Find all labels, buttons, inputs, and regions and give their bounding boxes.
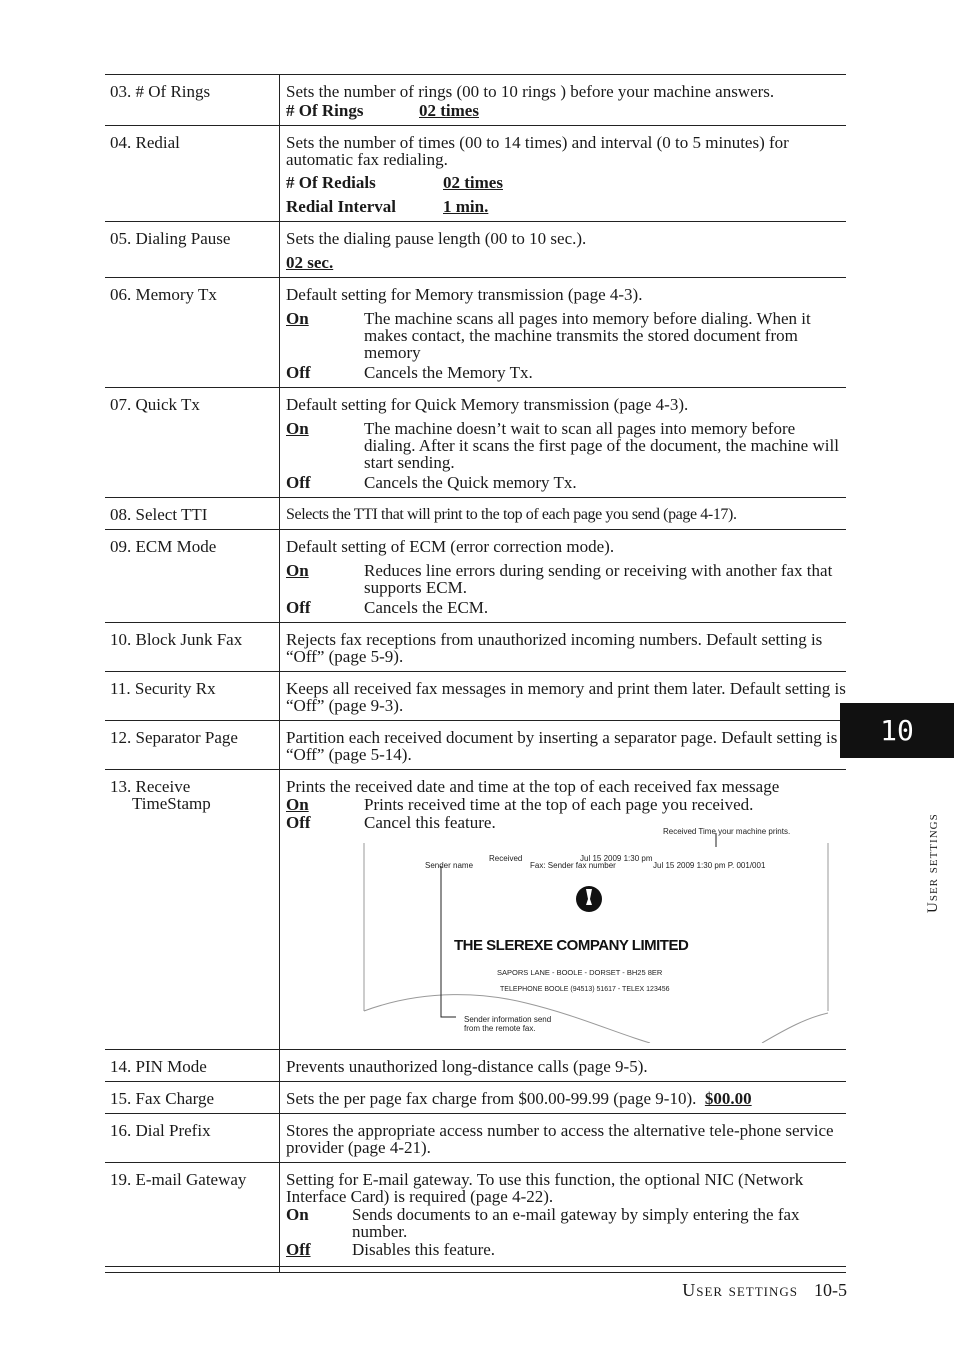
- table-row: [105, 126, 846, 222]
- received-label: Received: [489, 854, 523, 863]
- setting-desc: Selects the TTI that will print to the top of each page you send (page 4-17).: [286, 506, 737, 523]
- table-row: [105, 1050, 846, 1082]
- setting-name: 13. Receive: [110, 777, 191, 796]
- setting-desc: Sets the dialing pause length (00 to 10 sec.).: [286, 229, 587, 248]
- option-off: Off: [286, 363, 311, 382]
- option-off-text: Cancels the ECM.: [364, 598, 489, 617]
- setting-desc: Default setting for Quick Memory transmission (page 4-3).: [286, 395, 689, 414]
- setting-name: 04. Redial: [105, 126, 280, 222]
- company-name: THE SLEREXE COMPANY LIMITED: [454, 937, 689, 954]
- option-off: Off: [286, 473, 311, 492]
- option-on: On: [286, 1205, 309, 1224]
- option-off-text: Cancels the Quick memory Tx.: [364, 473, 577, 492]
- fax-sender: Fax: Sender fax number: [530, 861, 616, 870]
- company-telephone: TELEPHONE BOOLE (94513) 51617 - TELEX 123456: [500, 986, 670, 993]
- default-value: 02 sec.: [286, 253, 334, 272]
- table-row: [105, 278, 846, 388]
- option-off: Off: [286, 598, 311, 617]
- option-on: On: [286, 309, 309, 328]
- setting-desc: Sets the number of times (00 to 14 times) and interval (0 to 5 minutes) for automatic fax redialing.: [286, 133, 789, 169]
- setting-desc: Prints the received date and time at the top of each received fax message: [286, 777, 780, 796]
- settings-table: [105, 74, 846, 1273]
- setting-desc: Default setting for Memory transmission (page 4-3).: [286, 285, 643, 304]
- table-row: [105, 1082, 846, 1114]
- option-on: On: [286, 419, 309, 438]
- table-row: [105, 1163, 846, 1273]
- setting-name: 09. ECM Mode: [105, 530, 280, 623]
- table-row: [105, 623, 846, 672]
- kv-value: 1 min.: [443, 197, 489, 216]
- setting-desc: Default setting of ECM (error correction mode).: [286, 537, 615, 556]
- sender-name: Sender name: [425, 861, 474, 870]
- table-row: [105, 498, 846, 530]
- option-off-text: Cancels the Memory Tx.: [364, 363, 533, 382]
- kv-value: 02 times: [419, 101, 479, 120]
- kv-key: # Of Rings: [286, 101, 364, 120]
- company-address: SAPORS LANE - BOOLE - DORSET - BH25 8ER: [497, 968, 663, 977]
- option-on: On: [286, 561, 309, 580]
- footer-divider: [105, 1266, 846, 1267]
- setting-desc: Keeps all received fax messages in memory and print them later. Default setting is “Off” (page 9-3).: [286, 679, 846, 715]
- setting-name: 12. Separator Page: [105, 721, 280, 770]
- setting-desc: Partition each received document by inserting a separator page. Default setting is “Off” (page 5-14).: [286, 728, 838, 764]
- default-value: $00.00: [704, 1089, 752, 1108]
- chapter-tab: 10: [840, 703, 954, 758]
- setting-desc: Sets the number of rings (00 to 10 rings ) before your machine answers.: [286, 82, 775, 101]
- setting-desc: Stores the appropriate access number to access the alternative tele-phone service provider (page 4-21).: [286, 1121, 834, 1157]
- table-row: [105, 530, 846, 623]
- option-on-text: Prints received time at the top of each page you received.: [364, 795, 754, 814]
- setting-name-cont: TimeStamp: [132, 794, 211, 813]
- table-row: [105, 721, 846, 770]
- option-on-text: The machine doesn’t wait to scan all pages into memory before dialing. After it scans the first page of the document, the machine will start sending.: [364, 419, 839, 472]
- setting-name: 05. Dialing Pause: [105, 222, 280, 278]
- setting-name: 03. # Of Rings: [105, 75, 280, 126]
- setting-name: 19. E-mail Gateway: [105, 1163, 280, 1273]
- table-row: [105, 1114, 846, 1163]
- setting-name: 08. Select TTI: [105, 498, 280, 530]
- received-time: Jul 15 2009 1:30 pm: [580, 854, 653, 863]
- side-section-label: [905, 776, 941, 916]
- option-on-text: Reduces line errors during sending or receiving with another fax that supports ECM.: [364, 561, 833, 597]
- table-row: [105, 222, 846, 278]
- sender-info-cont: from the remote fax.: [464, 1024, 536, 1033]
- option-off-text: Disables this feature.: [352, 1240, 496, 1259]
- page-footer: [682, 1280, 847, 1301]
- kv-key: # Of Redials: [286, 173, 376, 192]
- setting-desc: Rejects fax receptions from unauthorized incoming numbers. Default setting is “Off” (page 5-9).: [286, 630, 823, 666]
- table-row: [105, 75, 846, 126]
- setting-name: 14. PIN Mode: [105, 1050, 280, 1082]
- setting-desc: Sets the per page fax charge from $00.00-99.99 (page 9-10).: [286, 1089, 697, 1108]
- setting-name: 10. Block Junk Fax: [105, 623, 280, 672]
- callout-received-time: Received Time your machine prints.: [663, 827, 791, 836]
- setting-name: 11. Security Rx: [105, 672, 280, 721]
- kv-value: 02 times: [443, 173, 503, 192]
- side-section-text: User settings: [925, 813, 941, 913]
- sender-time: Jul 15 2009 1:30 pm P. 001/001: [653, 861, 766, 870]
- setting-name: 07. Quick Tx: [105, 388, 280, 498]
- table-row: [105, 388, 846, 498]
- timestamp-illustration: [286, 827, 846, 1043]
- option-on-text: The machine scans all pages into memory before dialing. When it makes contact, the machine transmits the stored document from memory: [364, 309, 811, 362]
- kv-key: Redial Interval: [286, 197, 397, 216]
- page-number: 10-5: [814, 1280, 847, 1300]
- setting-name: 06. Memory Tx: [105, 278, 280, 388]
- option-on-text: Sends documents to an e-mail gateway by simply entering the fax number.: [352, 1205, 800, 1241]
- option-off: Off: [286, 813, 311, 832]
- option-off-text: Cancel this feature.: [364, 813, 496, 832]
- setting-name: 16. Dial Prefix: [105, 1114, 280, 1163]
- sender-info: Sender information send: [464, 1015, 552, 1024]
- setting-desc: Prevents unauthorized long-distance calls (page 9-5).: [286, 1057, 648, 1076]
- table-row: [105, 672, 846, 721]
- option-off: Off: [286, 1240, 311, 1259]
- setting-desc: Setting for E-mail gateway. To use this function, the optional NIC (Network Interface Card) is required (page 4-22).: [286, 1170, 804, 1206]
- table-row: [105, 770, 846, 1050]
- option-on: On: [286, 795, 309, 814]
- footer-section: User settings: [682, 1280, 798, 1300]
- setting-name: 15. Fax Charge: [105, 1082, 280, 1114]
